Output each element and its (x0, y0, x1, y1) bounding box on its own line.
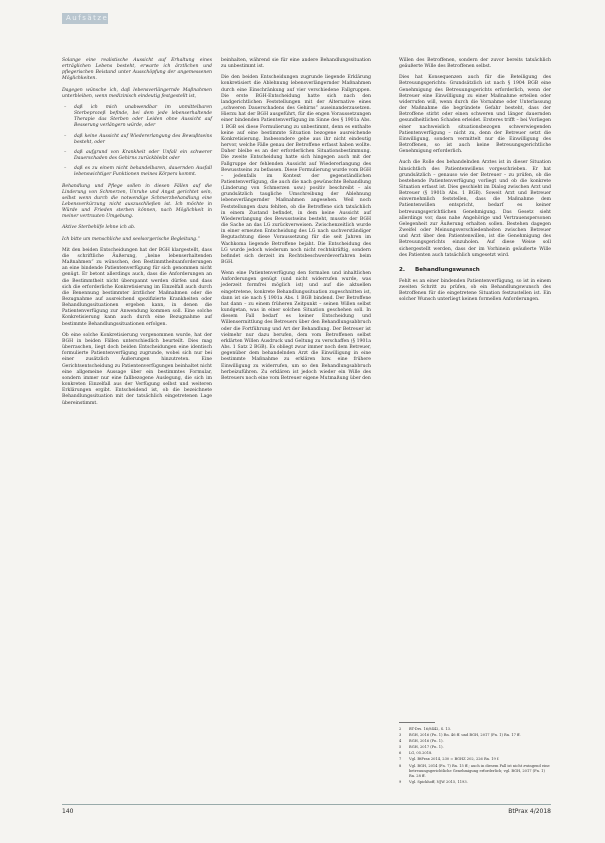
footnote-text: Vgl. Spickhoff, NJW 2015, 1193. (409, 779, 468, 784)
footnote-text: LG, 05.2018. (409, 751, 433, 756)
journal-issue: BtPrax 4/2018 (508, 808, 551, 815)
page-footer (62, 804, 551, 817)
footnote (399, 764, 551, 779)
footnote-text: Vgl. BtPrax 2014, 230 = BGHZ 202, 226 Rn. 19 f. (409, 757, 500, 762)
footnote-number: 4 (399, 739, 402, 744)
footnotes (399, 722, 551, 786)
body-paragraph: Die den beiden Entscheidungen zugrunde liegende Erklärung konkretisiert die Ablehnung lebensverlängernder Maßnahmen durch eine Einschränkung auf vier verschiedene Fallgruppen. Die erste BGH-Entscheidung hatte sich nach den landgerichtlichen Feststellungen mit der Alternative eines „schweren Dauerschadens des Gehirns“ auseinanderzusetzen. Hierzu hat der BGH ausgeführt, für die engen Voraussetzungen einer bindenden Patientenverfügung im Sinne des § 1901a Abs. 1 BGB sei diese Formulierung zu unbestimmt, denn es enthalte keine auf eine bestimmte Situation bezogene ausreichende Konkretisierung. Insbesondere gehe aus ihr nicht eindeutig hervor, welche Fälle genau der Betroffene erfasst haben wollte. Daher bleibe es an der erforderlichen Situationsbestimmung. Die zweite Entscheidung hatte sich hingegen auch mit der Fallgruppe der fehlenden Aussicht auf Wiedererlangung des Bewusstseins zu befassen. Diese Formulierung wurde vom BGH – jedenfalls im Kontext der gegenständlichen Patientenverfügung, die auch die nach gewünschte Behandlung (Linderung von Schmerzen usw.) positiv beschreibt – als grundsätzlich taugliche Umschreibung der Ablehnung lebensverlängernder Maßnahmen angesehen. Weil noch Feststellungen dazu fehlten, ob die Betroffene sich tatsächlich in einem Zustand befindet, in dem keine Aussicht auf Wiedererlangung des Bewusstseins besteht, musste der BGH die Sache an das LG zurückverweisen. Zwischenzeitlich wurde in einer erneuten Entscheidung des LG nach sachverständiger Begutachtung diese Voraussetzung für die seit Jahren im Wachkoma liegende Betroffene bejaht. Die Entscheidung des LG wurde jedoch wiederum noch nicht rechtskräftig, sondern befindet sich derzeit im Rechtsbeschwerdeverfahren beim BGH. (221, 75, 371, 265)
column-left (62, 58, 212, 412)
footnote-divider (399, 722, 435, 723)
list-item: – daß ich mich unabwendbar im unmittelbaren Sterbeprozeß befinde, bei dem jede lebenserhaltende Therapie das Sterben oder Leiden ohne Aussicht auf Besserung verlängern würde, oder (62, 105, 212, 130)
body-paragraph: Dies hat Konsequenzen auch für die Beteiligung des Betreuungsgerichts: Grundsätzlich ist nach § 1904 BGB eine Genehmigung des Betreuungsgerichts erforderlich, wenn der Betreuer eine Einwilligung zu einer Maßnahme erteilen oder widerrufen will, wenn durch die Vornahme oder Unterlassung der Maßnahme die begründete Gefahr besteht, dass der Betroffene stirbt oder einen schweren und länger dauernden gesundheitlichen Schaden erleidet. Ersteres trifft – bei Vorliegen einer nachweislich situationsbezogen schwerwiegenden Patientenverfügung – nicht zu, denn der Betreuer setzt die Einwilligung, sondern vermittelt nur die Einwilligung des Betroffenen, so ist auch keine Betreuungsgerichtliche Genehmigung erforderlich. (399, 75, 551, 155)
body-paragraph: Mit den beiden Entscheidungen hat der BGH klargestellt, dass die schriftliche Äußerung, „keine lebenserhaltenden Maßnahmen“ zu wünschen, den Bestimmtheitsanforderungen an eine bindende Patientenverfügung für sich genommen nicht genügt. Er betont allerdings auch, dass die Anforderungen an die Bestimmtheit nicht überspannt werden dürfen und dass sich die erforderliche Konkretisierung im Einzelfall auch durch die Benennung bestimmter ärztlicher Maßnahmen oder die Bezugnahme auf ausreichend spezifizierte Krankheiten oder Behandlungssituationen ergeben kann, in denen die Patientenverfügung zur Anwendung kommen soll. Eine solche Konkretisierung kann auch durch eine Bezugnahme auf bestimmte Behandlungssituationen erfolgen. (62, 247, 212, 327)
body-paragraph: Fehlt es an einer bindenden Patientenverfügung, so ist in einem zweiten Schritt zu prüfen, ob ein Behandlungswunsch des Betroffenen für die eingetretene Situation festzustellen ist. Ein solcher Wunsch unterliegt keinen formellen Anforderungen. (399, 279, 551, 303)
quote-lead: Dagegen wünsche ich, daß lebensverlängernde Maßnahmen unterbleiben, wenn medizinisch eindeutig festgestellt ist, (62, 87, 212, 99)
body-paragraph: beinhalten, während sie für eine andere Behandlungssituation zu unbestimmt ist. (221, 58, 371, 70)
section-heading (399, 267, 551, 273)
quote-active: Aktive Sterbehilfe lehne ich ab. (62, 225, 136, 231)
footnote (399, 751, 551, 756)
footnote-number: 9 (399, 779, 402, 784)
footnote-text: BGH, 2016 (Fn. 1). (409, 739, 444, 744)
body-paragraph: Wenn eine Patientenverfügung den formalen und inhaltlichen Anforderungen genügt (und nicht widerrufen wurde, was jederzeit formfrei möglich ist) und auf die aktuellen eingetretene, konkrete Behandlungssituation zugeschnitten ist, dann ist sie nach § 1901a Abs. 1 BGB bindend. Der Betroffene hat dann – zu einem früheren Zeitpunkt – seinen Willen selbst kundgetan, was in einer solchen Situation geschehen soll. In diesem Fall bedarf es keiner Entscheidung und Willensermittlung des Betreuers über den Behandlungsabbruch oder die Fortführung und Art der Behandlung. Der Betreuer ist vielmehr nur dazu berufen, dem vom Betroffenen selbst erklärten Willen Ausdruck und Geltung zu verschaffen (§ 1901a Abs. 1 Satz 2 BGB). Es obliegt zwar immer noch dem Betreuer, gegenüber dem behandelnden Arzt die Einwilligung in eine bestimmte Maßnahme zu erklären bzw. eine frühere Einwilligung zu widerrufen, um so den Behandlungsabbruch herbeizuführen. Zu erklären ist jedoch wieder ein Wille des Betreuers noch eine vom Betreuer eigene Mutmaßung über den (221, 271, 371, 381)
quote-care: Behandlung und Pflege sollen in diesen Fällen auf die Linderung von Schmerzen, Unruhe und Angst gerichtet sein, selbst wenn durch die notwendige Schmerzbehandlung eine Lebensverkürzung nicht auszuschließen ist. Ich möchte in Würde und Frieden sterben können, nach Möglichkeit in meiner vertrauten Umgebung. (62, 183, 212, 220)
column-middle (221, 58, 371, 387)
body-paragraph: Willen des Betroffenen, sondern der zuvor bereits tatsächlich geäußerte Wille des Betroffenen selbst. (399, 58, 551, 70)
footnote-number: 5 (399, 745, 402, 750)
list-item: – daß es zu einem nicht behandelbaren, dauernden Ausfall lebenswichtiger Funktionen meines Körpers kommt. (62, 166, 212, 178)
footnote (399, 780, 551, 785)
page-number: 140 (62, 808, 74, 815)
footnote-number: 2 (399, 727, 402, 731)
section-number: 2. (399, 266, 406, 273)
footnote-number: 3 (399, 733, 402, 738)
footnote-text: BT-Drs. 16/8442, S. 13. (409, 727, 452, 731)
quote-conditions-list (62, 105, 212, 179)
footnote (399, 745, 551, 750)
body-paragraph: Auch die Rolle des behandelnden Arztes ist in dieser Situation hinsichtlich des Patientenwillens vorgeschrieben. Er hat grundsätzlich – genauso wie der Betreuer – zu prüfen, ob die bestehende Patientenverfügung vorliegt und ob die konkrete Situation erfasst ist. Dies geschieht im Dialog zwischen Arzt und Betreuer (§ 1901b Abs. 1 BGB). Soweit Arzt und Betreuer einvernehmlich feststellen, dass die Maßnahme dem Patientenwillen entspricht, bedarf es keiner betreuungsgerichtlichen Genehmigung. Das Gesetz sieht allerdings vor, dass nahe Angehörige und Vertrauenspersonen Gelegenheit zur Äußerung erhalten sollen. Bestehen dagegen Zweifel oder Meinungsverschiedenheiten zwischen Betreuer und Arzt über den Patientenwillen, ist die Genehmigung des Betreuungsgerichts einzuholen. Auf diese Weise soll sichergestellt werden, dass der im Vorhinein geäußerte Wille des Patienten auch tatsächlich umgesetzt wird. (399, 160, 551, 258)
quote-support: Ich bitte um menschliche und seelsorgerische Begleitung.“ (62, 236, 200, 242)
section-label: Aufsätze (62, 13, 108, 24)
section-title: Behandlungswunsch (415, 266, 480, 273)
footnote-number: 6 (399, 751, 402, 756)
footnote (399, 727, 551, 732)
footnote-number: 7 (399, 757, 402, 762)
footnote-number: 8 (399, 763, 402, 768)
quote-intro: Solange eine realistische Aussicht auf Erhaltung eines erträglichen Lebens besteht, erwarte ich ärztlichen und pflegerischen Beistand unter Ausschöpfung der angemessenen Möglichkeiten. (62, 58, 212, 82)
footnote-text: Vgl. BGH, 2014 (Fn. 7) Rn. 15 ff.; auch in diesem Fall ist nicht zwingend eine betreuungsgerichtliche Genehmigung erforderlich; vgl. BGH, 2017 (Fn. 1) Rn. 28 ff. (409, 763, 550, 778)
body-paragraph: Ob eine solche Konkretisierung vorgenommen wurde, hat der BGH in beiden Fällen unterschiedlich beurteilt. Dies mag überraschen, liegt doch beiden Entscheidungen eine identisch formulierte Patientenverfügung zugrunde, wobei sich nur bei einer zusätzlich Äußerungen hinzutreten. Eine Gerichtsentscheidung zu Patientenverfügungen beinhaltet nicht eine allgemeine Aussage über ein bestimmtes Formular, sondern immer nur eine fallbezogene Auslegung, die sich im konkreten Einzelfall aus der Verfügung selbst und weiteren Erklärungen ergibt. Entscheidend ist, ob die bezeichnete Behandlungssituation mit der tatsächlich eingetretenen Lage übereinstimmt. (62, 332, 212, 406)
footnote (399, 739, 551, 744)
footnote (399, 733, 551, 738)
footnote-text: BGH, 2017 (Fn. 1). (409, 745, 444, 750)
list-item: – daß keine Aussicht auf Wiedererlangung des Bewußtseins besteht, oder (62, 134, 212, 146)
list-item: – daß aufgrund von Krankheit oder Unfall ein schwerer Dauerschaden des Gehirns zurückbleibt oder (62, 150, 212, 162)
column-right (399, 58, 551, 309)
footnote (399, 757, 551, 762)
footnote-text: BGH, 2016 (Fn. 1) Rn. 46 ff. und BGH, 2017 (Fn. 1) Rn. 17 ff. (409, 733, 521, 738)
